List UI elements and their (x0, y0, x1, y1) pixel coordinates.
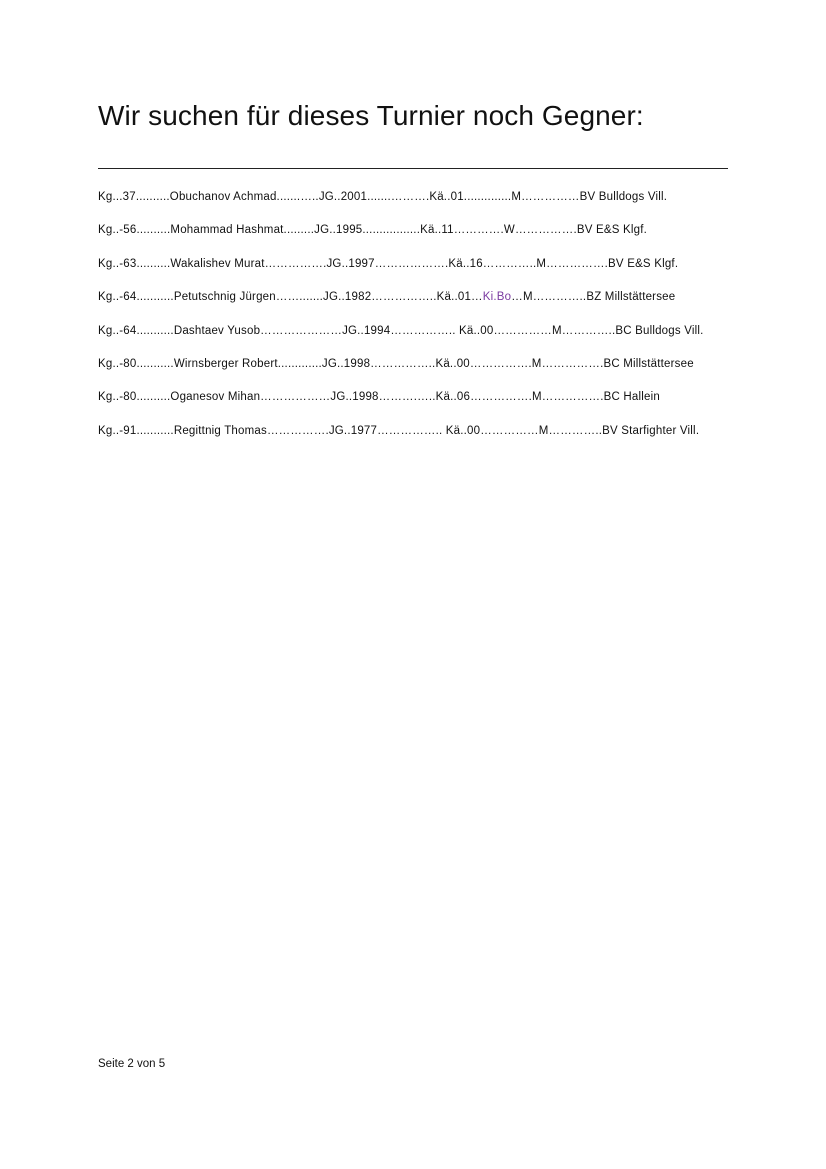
opponent-list (98, 189, 738, 456)
entry-text: …M…………..BZ Millstättersee (511, 291, 676, 304)
opponent-entry (98, 356, 738, 389)
entry-text: Kg..-91...........Regittnig Thomas…………….JG..1977…………….. Kä..00……………M…………..BV Starfighter Vill. (98, 424, 700, 437)
entry-text: Kg..-80..........Oganesov Mihan………………JG..1998……….…..Kä..06…………….M…………….BC Hallein (98, 391, 660, 404)
entry-text: Kg..-80...........Wirnsberger Robert.............JG..1998……………..Kä..00…………….M…………….BC Millstättersee (98, 357, 694, 370)
opponent-entry (98, 389, 738, 422)
entry-text: Kg..-64...........Dashtaev Yusob…………………JG..1994…………….. Kä..00……………M…………..BC Bulldogs Vill. (98, 324, 704, 337)
opponent-entry (98, 289, 738, 322)
entry-note: Ki.Bo (482, 291, 512, 304)
entry-text: Kg..-56..........Mohammad Hashmat.........JG..1995.................Kä..11………….W…………….BV E&S Klgf. (98, 224, 647, 237)
opponent-entry (98, 256, 738, 289)
opponent-entry (98, 323, 738, 356)
entry-text: Kg..-63..........Wakalishev Murat…………….JG..1997……………….Kä..16…………..M…………….BV E&S Klgf. (98, 257, 679, 270)
entry-text: Kg...37..........Obuchanov Achmad.......…..JG..2001.......……….Kä..01..............M……………BV Bulldogs Vill. (98, 191, 668, 203)
opponent-entry (98, 222, 738, 255)
opponent-entry (98, 423, 738, 456)
entry-text: Kg..-64...........Petutschnig Jürgen…….......JG..1982……………..Kä..01… (98, 291, 483, 304)
page-footer: Seite 2 von 5 (98, 1058, 166, 1070)
title-underline (98, 168, 728, 169)
opponent-entry (98, 189, 738, 222)
page-title: Wir suchen für dieses Turnier noch Gegner: (98, 100, 644, 131)
